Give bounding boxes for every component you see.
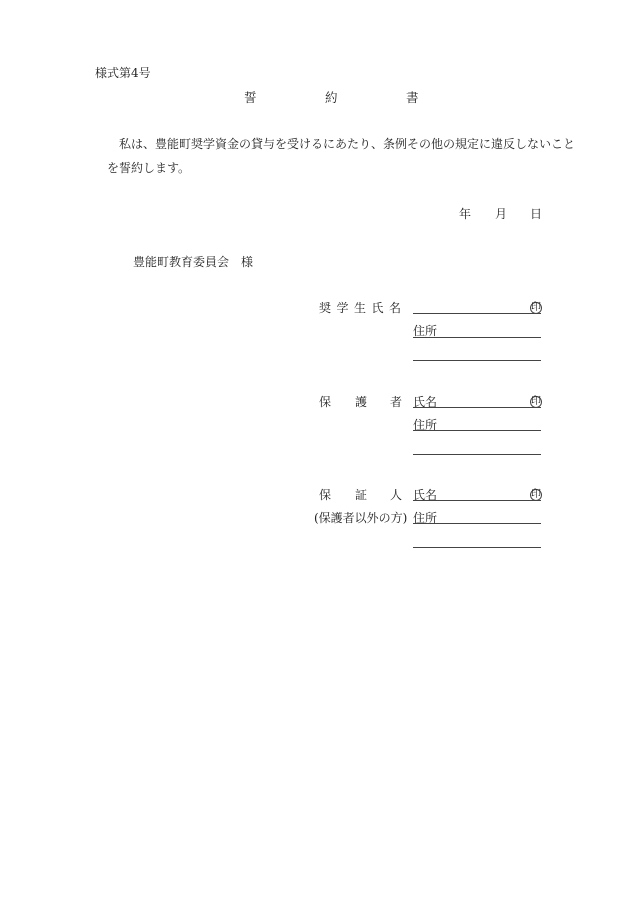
guarantor-sublabel: (保護者以外の方): [314, 511, 408, 525]
guarantor-name-prefix: 氏名: [413, 488, 438, 502]
guardian-label-char-3: 者: [390, 395, 403, 409]
guardian-label-char-1: 保: [319, 395, 332, 409]
guarantor-label-char-3: 人: [390, 488, 403, 502]
body-text-line-2: を誓約します。: [107, 161, 191, 175]
guarantor-label-char-1: 保: [319, 488, 332, 502]
seal-icon: 印: [531, 302, 541, 313]
guarantor-address-prefix: 住所: [413, 511, 438, 525]
student-name-field[interactable]: [413, 313, 541, 314]
guarantor-name-field[interactable]: [413, 500, 541, 501]
seal-icon: 印: [531, 489, 541, 500]
title-char-2: 約: [325, 90, 338, 105]
date-month-label: 月: [495, 207, 508, 221]
guarantor-label-char-2: 証: [355, 488, 368, 502]
student-address-prefix: 住所: [413, 324, 438, 338]
guardian-address-prefix: 住所: [413, 418, 438, 432]
date-day-label: 日: [530, 207, 543, 221]
title-char-3: 書: [406, 90, 419, 105]
guarantor-address-field-2[interactable]: [413, 547, 541, 548]
guardian-label-char-2: 護: [355, 395, 368, 409]
date-year-label: 年: [459, 207, 472, 221]
guarantor-address-field[interactable]: [413, 523, 541, 524]
body-text-line-1: 私は、豊能町奨学資金の貸与を受けるにあたり、条例その他の規定に違反しないこと: [119, 137, 576, 151]
guardian-name-field[interactable]: [413, 407, 541, 408]
guardian-address-field-2[interactable]: [413, 454, 541, 455]
title-char-1: 誓: [244, 90, 257, 105]
student-address-field-2[interactable]: [413, 360, 541, 361]
form-number: 様式第4号: [95, 66, 151, 80]
student-name-label: 奨学生氏名: [319, 301, 407, 315]
guardian-address-field[interactable]: [413, 430, 541, 431]
addressee: 豊能町教育委員会 様: [133, 255, 254, 269]
student-address-field[interactable]: [413, 337, 541, 338]
seal-icon: 印: [531, 396, 541, 407]
guardian-name-prefix: 氏名: [413, 395, 438, 409]
